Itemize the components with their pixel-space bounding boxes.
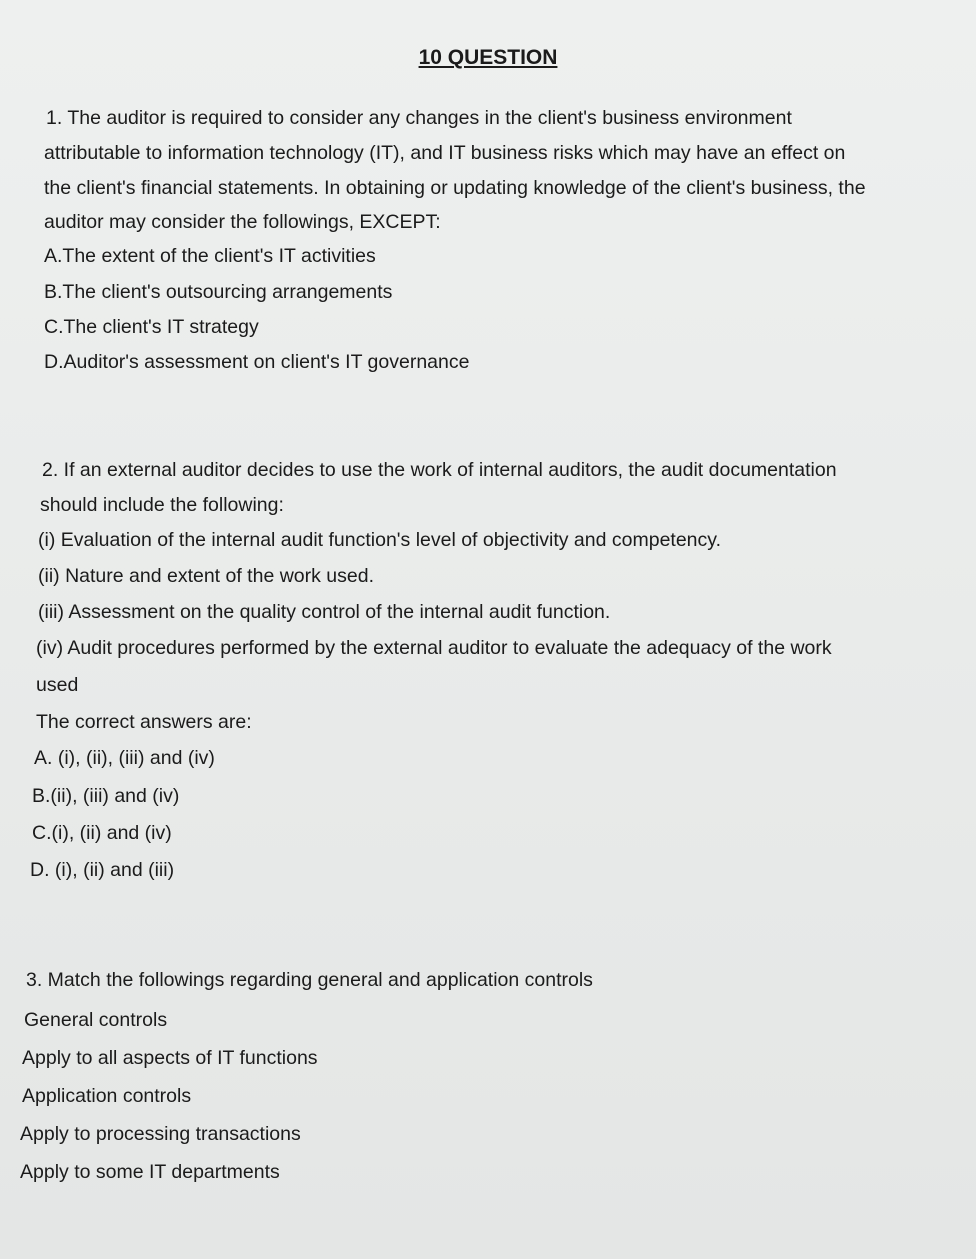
q2-item-iii: (iii) Assessment on the quality control of the internal audit function.	[38, 601, 611, 623]
q2-option-b: B.(ii), (iii) and (iv)	[32, 785, 180, 807]
q3-item: Apply to processing transactions	[20, 1123, 301, 1145]
q1-line: 1. The auditor is required to consider any changes in the client's business environment	[46, 107, 792, 129]
q1-line: the client's financial statements. In obtaining or updating knowledge of the client's business, the	[44, 177, 866, 199]
q2-option-d: D. (i), (ii) and (iii)	[30, 859, 175, 881]
q3-item: Apply to all aspects of IT functions	[22, 1047, 318, 1069]
q2-item-iv: (iv) Audit procedures performed by the external auditor to evaluate the adequacy of the work	[36, 637, 832, 659]
q2-item-i: (i) Evaluation of the internal audit function's level of objectivity and competency.	[38, 529, 721, 551]
q2-item-ii: (ii) Nature and extent of the work used.	[38, 565, 375, 587]
page-title: 10 QUESTION	[418, 46, 558, 69]
q2-line: should include the following:	[40, 494, 284, 516]
q1-line: auditor may consider the followings, EXCEPT:	[44, 211, 441, 233]
q3-line: 3. Match the followings regarding general and application controls	[26, 969, 593, 991]
q1-option-c: C.The client's IT strategy	[44, 316, 259, 338]
q2-item-iv-cont: used	[36, 674, 79, 696]
q3-item: Apply to some IT departments	[20, 1161, 280, 1183]
q2-line: 2. If an external auditor decides to use the work of internal auditors, the audit documentation	[42, 459, 837, 481]
q3-item: General controls	[24, 1009, 168, 1031]
q1-option-a: A.The extent of the client's IT activities	[44, 245, 376, 267]
q2-option-c: C.(i), (ii) and (iv)	[32, 822, 172, 844]
q3-item: Application controls	[22, 1085, 192, 1107]
q1-option-b: B.The client's outsourcing arrangements	[44, 281, 393, 303]
q1-line: attributable to information technology (IT), and IT business risks which may have an effect on	[44, 142, 846, 164]
q1-option-d: D.Auditor's assessment on client's IT governance	[44, 351, 470, 373]
q2-option-a: A. (i), (ii), (iii) and (iv)	[34, 747, 215, 769]
q2-prompt: The correct answers are:	[36, 711, 252, 733]
